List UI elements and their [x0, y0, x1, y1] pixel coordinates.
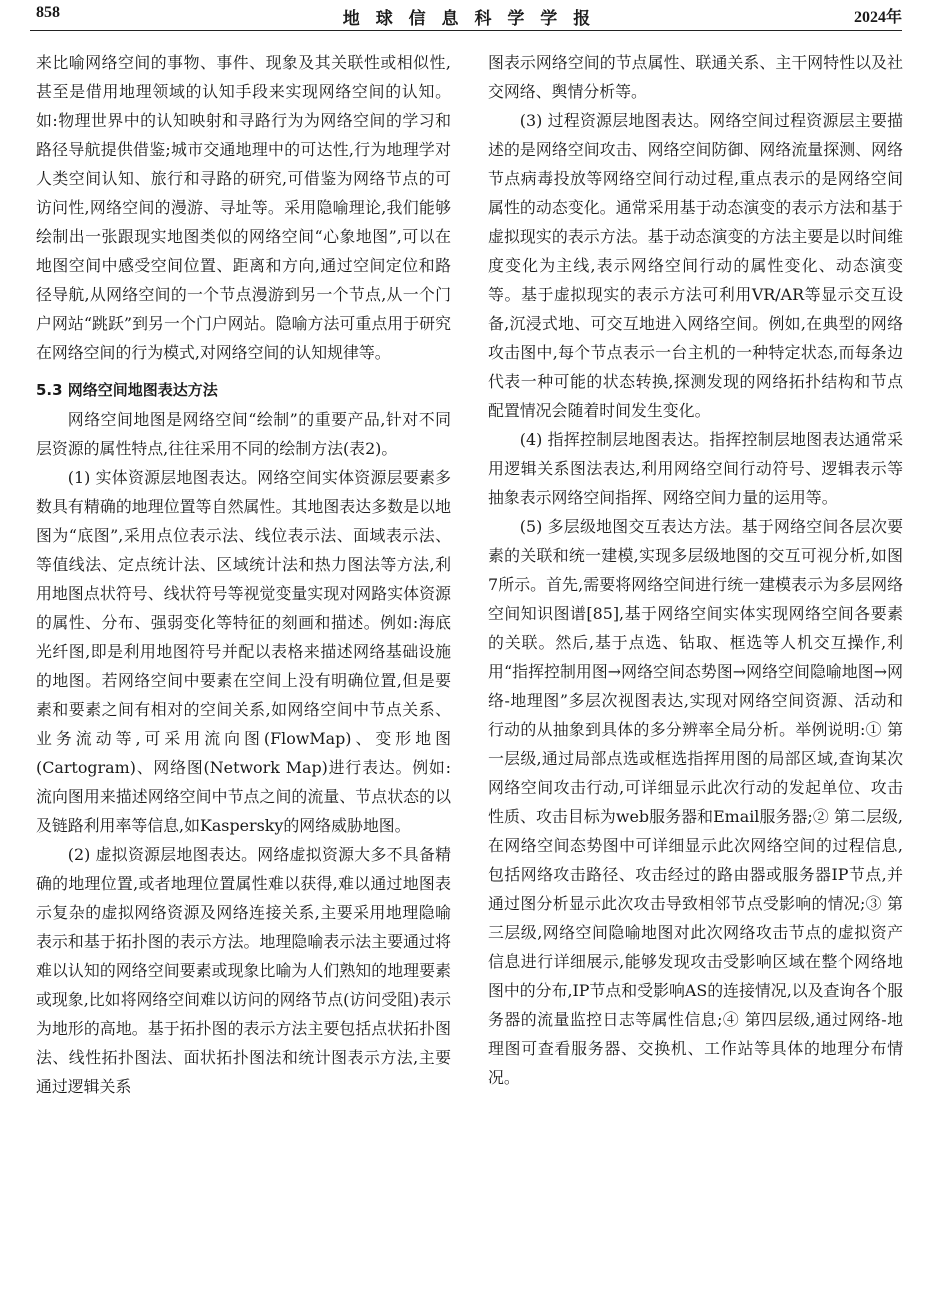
paragraph-continued: 来比喻网络空间的事物、事件、现象及其关联性或相似性,甚至是借用地理领域的认知手段来实现网络空间的认知。如:物理世界中的认知映射和寻路行为为网络空间的学习和路径导航提供借鉴;城市交通地理中的可达性,行为地理学对人类空间认知、旅行和寻路的研究,可借鉴为网络节点的可访问性,网络空间的漫游、寻址等。采用隐喻理论,我们能够绘制出一张跟现实地图类似的网络空间“心象地图”,可以在地图空间中感受空间位置、距离和方向,通过空间定位和路径导航,从网络空间的一个节点漫游到另一个节点,从一个门户网站“跳跃”到另一个门户网站。隐喻方法可重点用于研究在网络空间的行为模式,对网络空间的认知规律等。 — [36, 53, 451, 362]
journal-title: 地 球 信 息 科 学 学 报 — [342, 9, 596, 29]
paragraph-multilevel: (5) 多层级地图交互表达方法。基于网络空间各层次要素的关联和统一建模,实现多层级地图的交互可视分析,如图7所示。首先,需要将网络空间进行统一建模表示为多层网络空间知识图谱[85],基于网络空间实体实现网络空间各要素的关联。然后,基于点选、钻取、框选等人机交互操作,利用“指挥控制用图→网络空间态势图→网络空间隐喻地图→网络-地理图”多层次视图表达,实现对网络空间资源、活动和行动的从抽象到具体的多分辨率全局分析。举例说明:① 第一层级,通过局部点选或框选指挥用图的局部区域,查询某次网络空间攻击行动,可详细显示此次行动的发起单位、攻击性质、攻击目标为web服务器和Email服务器;② 第二层级,在网络空间态势图中可详细显示此次网络空间的过程信息,包括网络攻击路径、攻击经过的路由器或服务器IP节点,并通过图分析显示此次攻击导致相邻节点受影响的情况;③ 第三层级,网络空间隐喻地图对此次网络攻击节点的虚拟资产信息进行详细展示,能够发现攻击受影响区域在整个网络地图中的分布,IP节点和受影响AS的连接情况,以及查询各个服务器的流量监控日志等属性信息;④ 第四层级,通过网络-地理图可查看服务器、交换机、工作站等具体的地理分布情况。 — [488, 517, 903, 1087]
page-header — [36, 4, 902, 28]
paragraph-command-layer: (4) 指挥控制层地图表达。指挥控制层地图表达通常采用逻辑关系图法表达,利用网络空间行动符号、逻辑表示等抽象表示网络空间指挥、网络空间力量的运用等。 — [488, 430, 903, 507]
right-column — [488, 48, 903, 1092]
section-heading: 5.3 网络空间地图表达方法 — [36, 381, 218, 399]
left-column — [36, 48, 451, 1101]
paragraph-virtual-layer: (2) 虚拟资源层地图表达。网络虚拟资源大多不具备精确的地理位置,或者地理位置属性难以获得,难以通过地图表示复杂的虚拟网络资源及网络连接关系,主要采用地理隐喻表示和基于拓扑图的表示方法。地理隐喻表示法主要通过将难以认知的网络空间要素或现象比喻为人们熟知的地理要素或现象,比如将网络空间难以访问的网络节点(访问受阻)表示为地形的高地。基于拓扑图的表示方法主要包括点状拓扑图法、线性拓扑图法、面状拓扑图法和统计图表示方法,主要通过逻辑关系 — [36, 845, 451, 1096]
publication-year: 2024年 — [853, 9, 902, 26]
paragraph-entity-layer: (1) 实体资源层地图表达。网络空间实体资源层要素多数具有精确的地理位置等自然属性。其地图表达多数是以地图为“底图”,采用点位表示法、线位表示法、面域表示法、等值线法、定点统计法、区域统计法和热力图法等方法,利用地图点状符号、线状符号等视觉变量实现对网路实体资源的属性、分布、强弱变化等特征的刻画和描述。例如:海底光纤图,即是利用地图符号并配以表格来描述网络基础设施的地图。若网络空间中要素在空间上没有明确位置,但是要素和要素之间有相对的空间关系,如网络空间中节点关系、业务流动等,可采用流向图(FlowMap)、变形地图(Cartogram)、网络图(Network Map)进行表达。例如:流向图用来描述网络空间中节点之间的流量、节点状态的以及链路利用率等信息,如Kaspersky的网络威胁地图。 — [36, 468, 451, 835]
page-number: 858 — [36, 4, 60, 21]
paragraph-intro: 网络空间地图是网络空间“绘制”的重要产品,针对不同层资源的属性特点,往往采用不同的绘制方法(表2)。 — [36, 410, 451, 458]
paragraph-continued: 图表示网络空间的节点属性、联通关系、主干网特性以及社交网络、舆情分析等。 — [488, 53, 903, 101]
paragraph-process-layer: (3) 过程资源层地图表达。网络空间过程资源层主要描述的是网络空间攻击、网络空间防御、网络流量探测、网络节点病毒投放等网络空间行动过程,重点表示的是网络空间属性的动态变化。通常采用基于动态演变的表示方法和基于虚拟现实的表示方法。基于动态演变的方法主要是以时间维度变化为主线,表示网络空间行动的属性变化、动态演变等。基于虚拟现实的表示方法可利用VR/AR等显示交互设备,沉浸式地、可交互地进入网络空间。例如,在典型的网络攻击图中,每个节点表示一台主机的一种特定状态,而每条边代表一种可能的状态转换,探测发现的网络拓扑结构和节点配置情况会随着时间发生变化。 — [488, 111, 903, 420]
header-rule — [30, 30, 902, 31]
